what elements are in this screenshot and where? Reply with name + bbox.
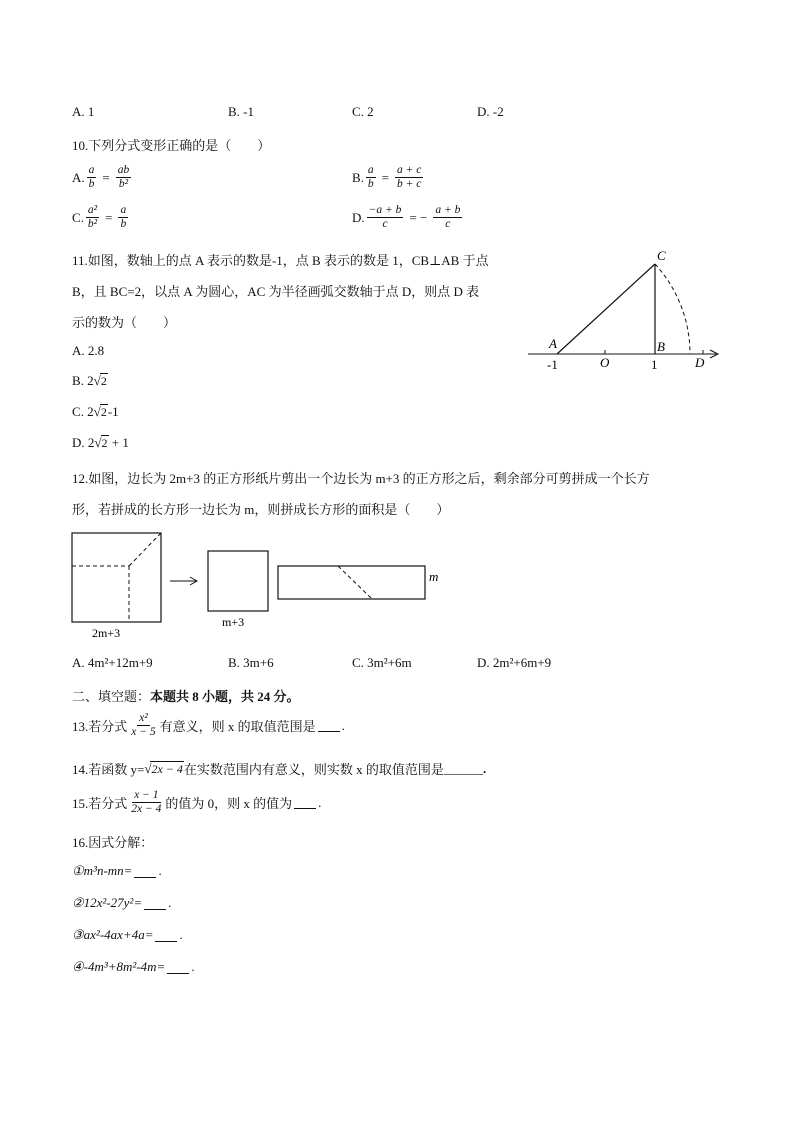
label-c: C [657,248,666,263]
answer-blank[interactable]: ______ [443,760,483,776]
small-square-label: m+3 [222,615,245,629]
q12-stem-line2: 形，若拼成的长方形一边长为 m，则拼成长方形的面积是（ ） [72,502,450,517]
option-label: D. [352,209,365,225]
q15: 15.若分式 $\frac{x - 1}{2x - 4}$ 的值为 0，则 x 的值为 . [72,789,322,815]
option-label: C. [72,209,84,225]
result-rectangle [278,566,425,599]
answer-blank[interactable] [294,796,316,809]
answer-blank[interactable] [155,929,177,942]
q9-option-d: D. -2 [477,104,504,119]
number-line-figure [520,244,730,376]
q16-item-1: ①m³n-mn= . [72,863,162,878]
rect-side-label: m [429,569,439,584]
q10-stem: 10.下列分式变形正确的是（ ） [72,138,271,153]
big-square-label: 2m+3 [92,626,121,640]
paper-cut-figure [70,530,450,642]
q11-option-c: C. 2 √ 2 -1 [72,404,119,419]
q12-stem-line1: 12.如图，边长为 2m+3 的正方形纸片剪出一个边长为 m+3 的正方形之后，剩余部分可剪拼成一个长方 [72,471,650,486]
q12-option-a: A. 4m²+12m+9 [72,655,153,670]
cut-line-diagonal [129,533,161,566]
q12-option-b: B. 3m+6 [228,655,274,670]
fraction: $\frac{-a + b}{c}$ [368,204,402,230]
fraction: $\frac{\text{a²}}{\text{b²}}$ [87,204,98,230]
q16-stem: 16.因式分解： [72,835,154,850]
big-square [72,533,161,622]
q12-option-d: D. 2m²+6m+9 [477,655,552,670]
q11-stem-line2: B，且 BC=2，以点 A 为圆心，AC 为半径画弧交数轴于点 D，则点 D 表 [72,284,480,299]
fraction: $\frac{a}{b}$ [88,164,95,190]
q14: 14.若函数 y= √ 2x − 4 在实数范围内有意义，则实数 x 的取值范围是 ______ . [72,760,487,777]
q13: 13.若分式 $\frac{\text{x²}}{x - 5}$ 有意义，则 x 的取值范围是 . [72,712,345,738]
fraction: $\frac{a}{b}$ [367,164,374,190]
q11-option-a: A. 2.8 [72,343,105,358]
label-pos1: 1 [651,357,658,372]
rect-cut-line [338,566,372,599]
option-label: B. [352,169,364,185]
q11-option-d: D. 2 √ 2 + 1 [72,435,129,450]
label-a: A [549,336,557,351]
label-b: B [657,339,665,354]
fraction: $\frac{a + b}{c}$ [435,204,461,230]
q11-option-b: B. 2 √ 2 [72,373,107,388]
q16-item-3: ③ax²-4ax+4a= . [72,927,183,942]
fraction: $\frac{ab}{\text{b²}}$ [117,164,130,190]
fraction: $\frac{\text{x²}}{x - 5}$ [131,712,156,738]
q12-option-c: C. 3m²+6m [352,655,412,670]
answer-blank[interactable] [134,865,156,878]
label-o: O [600,355,610,370]
option-label: A. [72,169,85,185]
segment-ac [557,264,655,354]
fraction: $\frac{x - 1}{2x - 4}$ [131,789,162,815]
answer-blank[interactable] [167,961,189,974]
q11-stem-line3: 示的数为（ ） [72,315,177,330]
q11-stem-line1: 11.如图，数轴上的点 A 表示的数是-1，点 B 表示的数是 1，CB⊥AB 于点 [72,253,489,268]
section-heading: 二、填空题：本题共 8 小题，共 24 分。 [72,689,300,704]
small-square [208,551,268,611]
label-neg1: -1 [547,357,558,372]
answer-blank[interactable] [144,897,166,910]
q9-option-a: A. 1 [72,104,95,119]
q10-option-d: D. $\frac{-a + b}{c}$ = − $\frac{a + b}{c}$ [352,204,461,230]
q10-option-a: A. $\frac{a}{b}$ = $\frac{ab}{\text{b²}}$ [72,164,130,190]
label-d: D [695,355,705,370]
q10-option-c: C. $\frac{\text{a²}}{\text{b²}}$ = $\frac{a}{b}$ [72,204,127,230]
fraction: $\frac{a}{b}$ [120,204,127,230]
q16-item-4: ④-4m³+8m²-4m= . [72,959,195,974]
q9-option-b: B. -1 [228,104,254,119]
answer-blank[interactable] [318,719,340,732]
q10-option-b: B. $\frac{a}{b}$ = $\frac{a + c}{b + c}$ [352,164,422,190]
fraction: $\frac{a + c}{b + c}$ [397,164,422,190]
q16-item-2: ②12x²-27y²= . [72,895,172,910]
q9-option-c: C. 2 [352,104,374,119]
